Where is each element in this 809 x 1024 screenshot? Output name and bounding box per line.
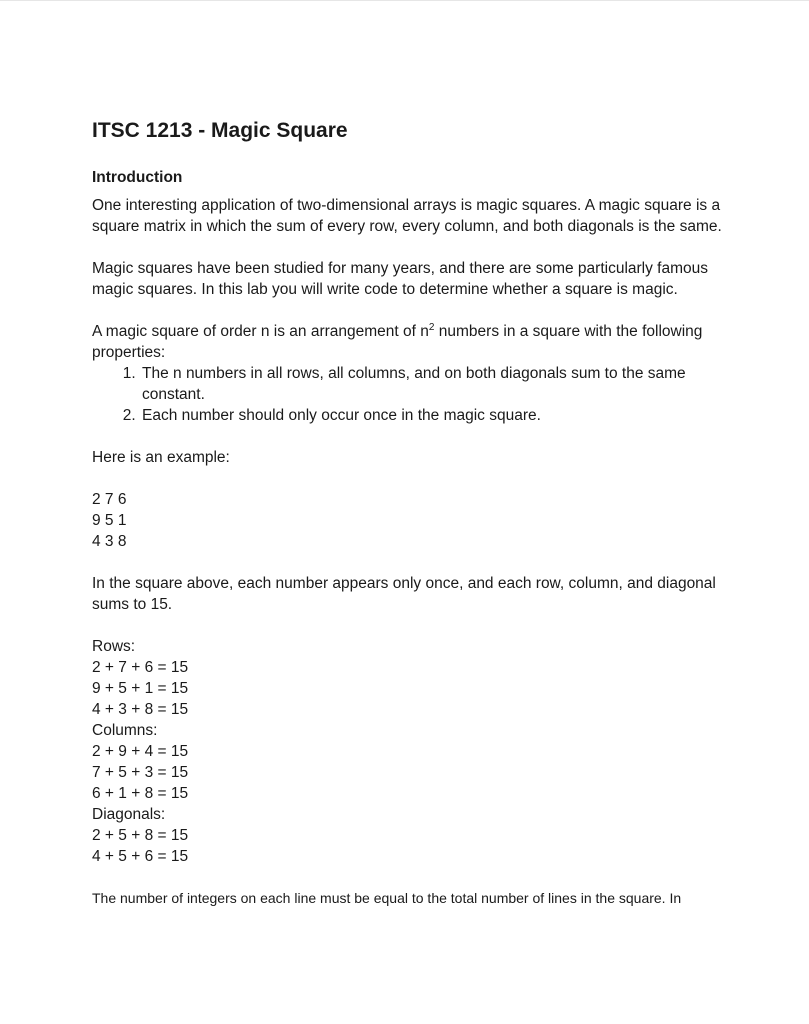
paragraph-final: The number of integers on each line must be equal to the total number of lines in the square. In bbox=[92, 890, 682, 906]
paragraph-explanation: In the square above, each number appears only once, and each row, column, and diagonal sums to 15. bbox=[92, 575, 716, 613]
definition-superscript: 2 bbox=[428, 321, 435, 333]
list-item: 1. The n numbers in all rows, all columns, and on both diagonals sum to the same constant. bbox=[140, 363, 722, 405]
properties-list bbox=[92, 363, 722, 426]
paragraph-history: Magic squares have been studied for many years, and there are some particularly famous magic squares. In this lab you will write code to determine whether a square is magic. bbox=[92, 260, 709, 298]
example-square bbox=[92, 489, 722, 552]
sum-line: 6 + 1 + 8 = 15 bbox=[92, 785, 189, 802]
definition-text-after: numbers in a square with the following properties: bbox=[92, 323, 703, 361]
example-intro: Here is an example: bbox=[92, 449, 230, 466]
paragraph-definition bbox=[92, 321, 722, 363]
columns-label: Columns: bbox=[92, 722, 158, 739]
square-row: 9 5 1 bbox=[92, 512, 127, 529]
rows-label: Rows: bbox=[92, 638, 136, 655]
page-title: ITSC 1213 - Magic Square bbox=[92, 119, 348, 142]
paragraph-intro: One interesting application of two-dimensional arrays is magic squares. A magic square is a square matrix in which the sum of every row, every column, and both diagonals is the same. bbox=[92, 197, 722, 235]
diagonals-label: Diagonals: bbox=[92, 806, 166, 823]
sum-line: 7 + 5 + 3 = 15 bbox=[92, 764, 189, 781]
sum-line: 4 + 3 + 8 = 15 bbox=[92, 701, 189, 718]
square-row: 2 7 6 bbox=[92, 491, 127, 508]
square-row: 4 3 8 bbox=[92, 533, 127, 550]
sum-line: 4 + 5 + 6 = 15 bbox=[92, 848, 189, 865]
sums-list bbox=[92, 636, 722, 867]
document-content bbox=[92, 117, 722, 908]
sum-line: 2 + 5 + 8 = 15 bbox=[92, 827, 189, 844]
sum-line: 2 + 7 + 6 = 15 bbox=[92, 659, 189, 676]
definition-text-before: A magic square of order n is an arrangement of n bbox=[92, 323, 429, 340]
list-item: 2. Each number should only occur once in the magic square. bbox=[140, 405, 722, 426]
sum-line: 9 + 5 + 1 = 15 bbox=[92, 680, 189, 697]
section-heading-introduction: Introduction bbox=[92, 169, 183, 186]
sum-line: 2 + 9 + 4 = 15 bbox=[92, 743, 189, 760]
